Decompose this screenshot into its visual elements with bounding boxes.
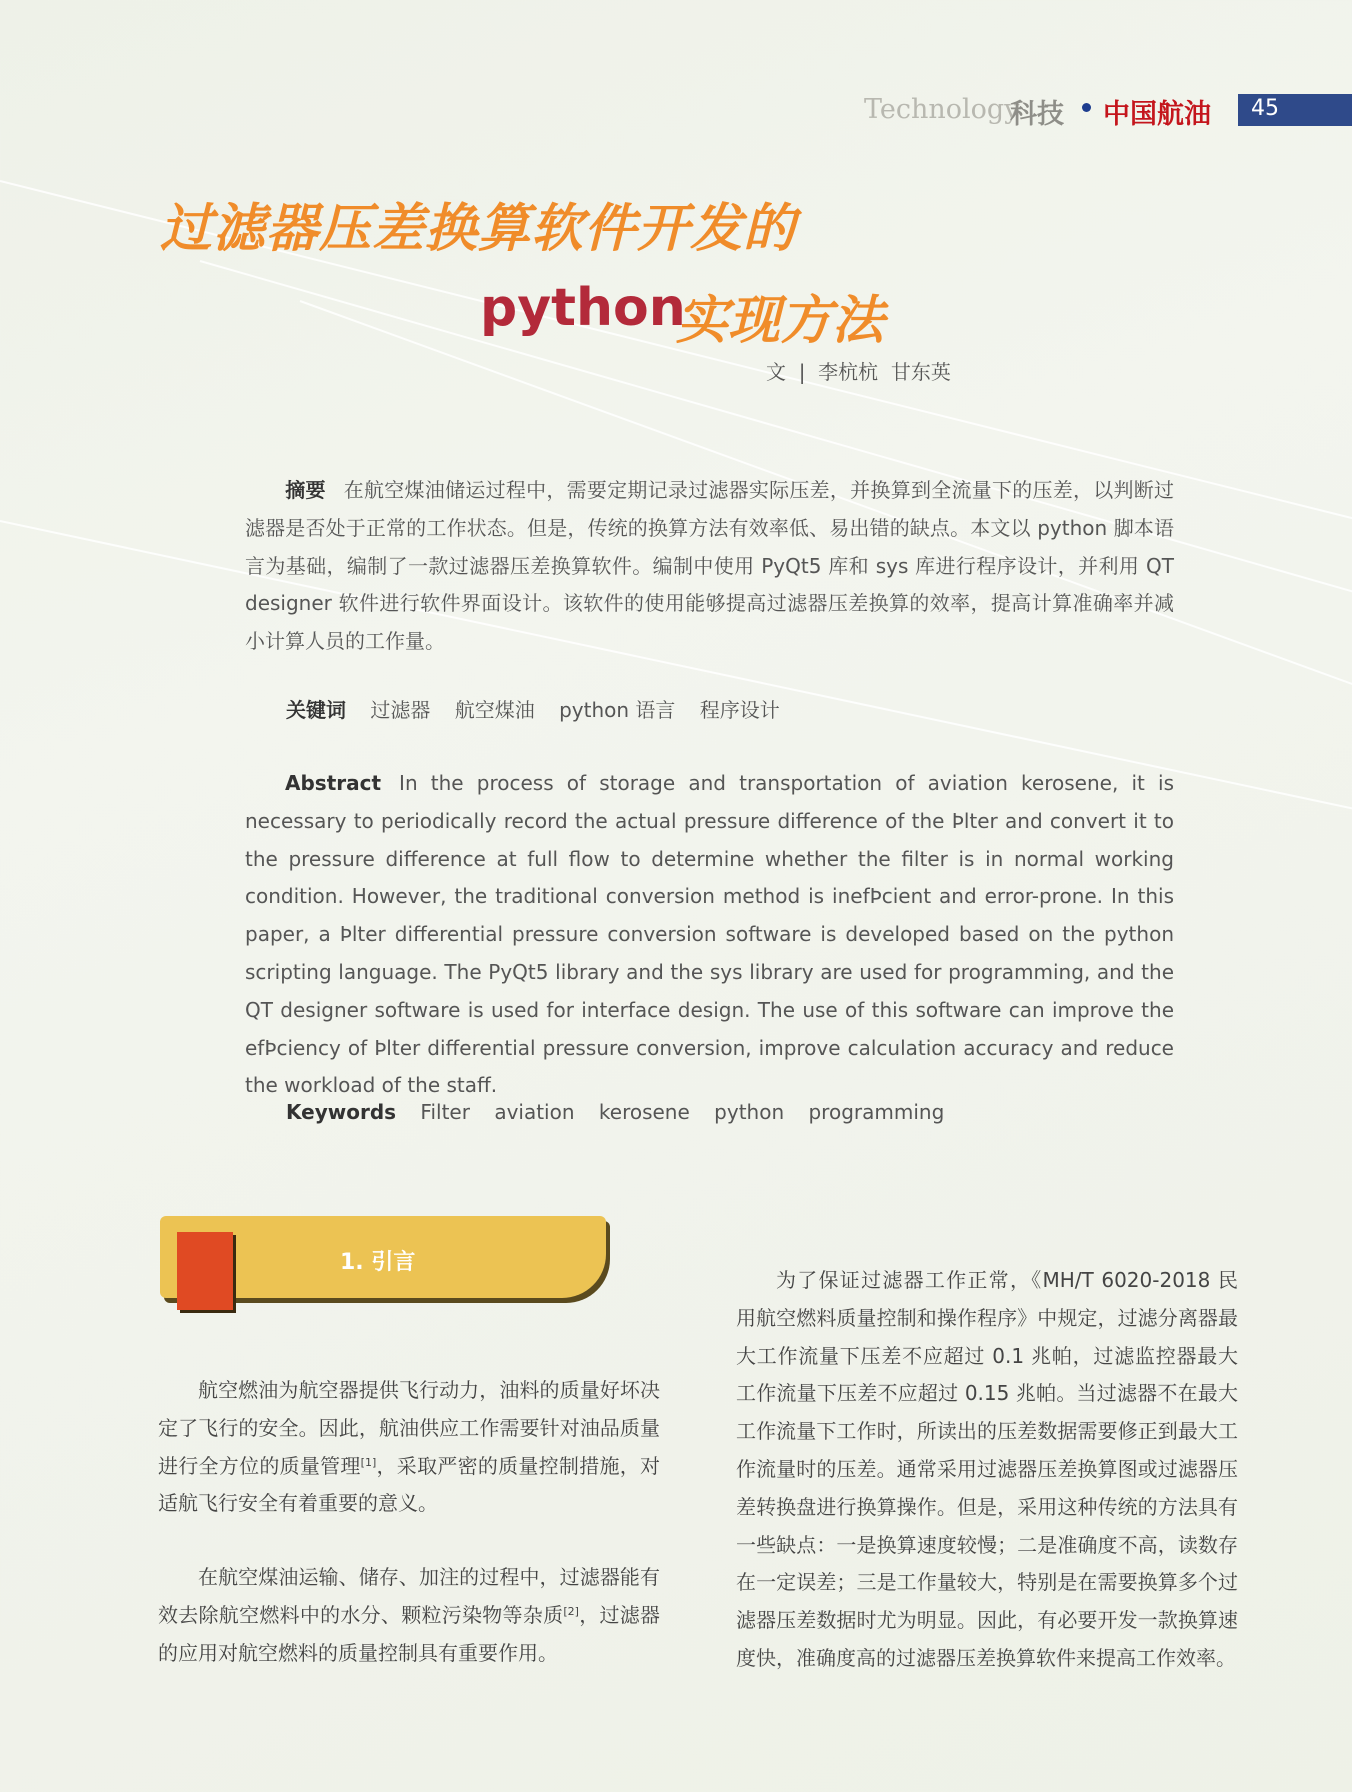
keyword: Filter bbox=[420, 1100, 470, 1124]
author-byline: 文 | 李杭杭 甘东英 bbox=[766, 360, 951, 384]
keyword: python bbox=[714, 1100, 785, 1124]
right-column bbox=[736, 1262, 1238, 1678]
section-heading: 1. 引言 bbox=[340, 1250, 416, 1275]
article-title-python: python bbox=[480, 278, 686, 338]
article-title-line2: 实现方法 bbox=[676, 291, 885, 351]
body-paragraph: 为了保证过滤器工作正常，《MH/T 6020-2018 民用航空燃料质量控制和操作程序》中规定，过滤分离器最大工作流量下压差不应超过 0.1 兆帕，过滤监控器最大工作流量下压差不应超过 0.15 兆帕。当过滤器不在最大工作流量下工作时，所读出的压差数据需要修正到最大工作流量时的压差。通常采用过滤器压差换算图或过滤器压差转换盘进行换算操作。但是，采用这种传统的方法具有一些缺点：一是换算速度较慢；二是准确度不高，读数存在一定误差；三是工作量较大，特别是在需要换算多个过滤器压差数据时尤为明显。因此，有必要开发一款换算速度快，准确度高的过滤器压差换算软件来提高工作效率。 bbox=[736, 1268, 1238, 1670]
body-paragraph: 航空燃油为航空器提供飞行动力，油料的质量好坏决定了飞行的安全。因此，航油供应工作需要针对油品质量进行全方位的质量管理[1]，采取严密的质量控制措施，对适航飞行安全有着重要的意义。 bbox=[158, 1378, 661, 1516]
keyword: programming bbox=[808, 1100, 945, 1124]
left-column bbox=[158, 1372, 660, 1673]
abstract-en-label: Abstract bbox=[285, 771, 382, 795]
body-paragraph: 在航空煤油运输、储存、加注的过程中，过滤器能有效去除航空燃料中的水分、颗粒污染物等杂质[2]，过滤器的应用对航空燃料的质量控制具有重要作用。 bbox=[158, 1565, 661, 1665]
section-label-en: Technology bbox=[864, 94, 1020, 125]
keyword: 航空煤油 bbox=[454, 698, 535, 722]
keyword: 程序设计 bbox=[699, 698, 780, 722]
page-number: 45 bbox=[1251, 96, 1279, 121]
publication-name: 中国航油 bbox=[1103, 99, 1211, 130]
keyword: 过滤器 bbox=[370, 698, 431, 722]
keywords-en-label: Keywords bbox=[286, 1100, 397, 1124]
citation-ref: [2] bbox=[563, 1604, 579, 1618]
abstract-cn-text: 在航空煤油储运过程中，需要定期记录过滤器实际压差，并换算到全流量下的压差，以判断过滤器是否处于正常的工作状态。但是，传统的换算方法有效率低、易出错的缺点。本文以 python 脚本语言为基础，编制了一款过滤器压差换算软件。编制中使用 PyQt5 库和 sys 库进行程序设计，并利用 QT designer 软件进行软件界面设计。该软件的使用能够提高过滤器压差换算的效率，提高计算准确率并减小计算人员的工作量。 bbox=[245, 478, 1175, 654]
abstract-cn bbox=[245, 472, 1174, 661]
keyword: python 语言 bbox=[559, 698, 676, 722]
keywords-cn bbox=[286, 694, 798, 723]
abstract-en-text: In the process of storage and transportation of aviation kerosene, it is necessary to periodically record the actual pressure difference of the Þlter and convert it to the pressure difference at full flow to determine whether the filter is in normal working condition. However, the traditional conversion method is inefÞcient and error-prone. In this paper, a Þlter differential pressure conversion software is developed based on the python scripting language. The PyQt5 library and the sys library are used for programming, and the QT designer software is used for interface design. The use of this software can improve the efÞciency of Þlter differential pressure conversion, improve calculation accuracy and reduce the workload of the staff. bbox=[245, 771, 1174, 1098]
keyword: aviation bbox=[494, 1100, 575, 1124]
keywords-cn-label: 关键词 bbox=[286, 698, 346, 722]
section-banner-accent bbox=[177, 1232, 233, 1310]
keywords-en bbox=[286, 1100, 962, 1124]
abstract-en bbox=[245, 765, 1174, 1105]
section-label-cn: 科技 bbox=[1010, 99, 1064, 130]
separator-dot bbox=[1082, 103, 1091, 112]
abstract-cn-label: 摘要 bbox=[285, 478, 326, 502]
keyword: kerosene bbox=[598, 1100, 690, 1124]
article-title-line1: 过滤器压差换算软件开发的 bbox=[160, 199, 797, 259]
citation-ref: [1] bbox=[360, 1455, 377, 1469]
